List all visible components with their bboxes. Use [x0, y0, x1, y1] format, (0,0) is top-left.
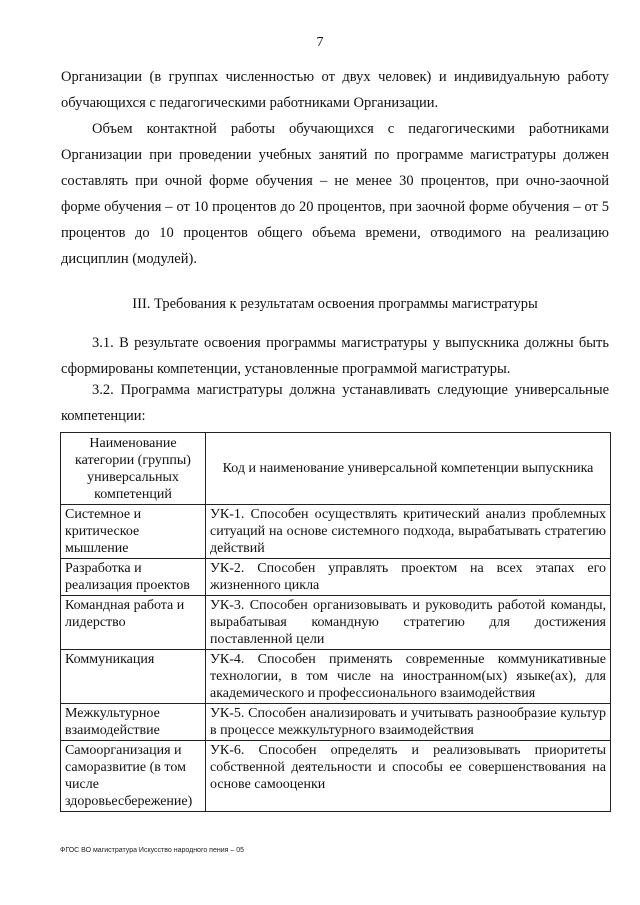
row-competency: УК-3. Способен организовывать и руководить работой команды, вырабатывая командную стратегию для достижения поставленной цели — [206, 596, 611, 650]
row-category: Командная работа и лидерство — [61, 596, 206, 650]
table-row — [61, 704, 611, 741]
table-row — [61, 505, 611, 559]
row-competency: УК-4. Способен применять современные коммуникативные технологии, в том числе на иностранном(ых) языке(ах), для академического и профессионального взаимодействия — [206, 650, 611, 704]
row-competency: УК-2. Способен управлять проектом на всех этапах его жизненного цикла — [206, 559, 611, 596]
section-heading: III. Требования к результатам освоения программы магистратуры — [132, 296, 538, 312]
header-category: Наименование категории (группы) универсальных компетенций — [61, 433, 206, 505]
page-number: 7 — [316, 35, 324, 50]
competencies-table — [60, 432, 611, 812]
row-category: Межкультурное взаимодействие — [61, 704, 206, 741]
paragraph-3-2: 3.2. Программа магистратуры должна устанавливать следующие универсальные компетенции: — [61, 382, 609, 424]
table-header-row — [61, 433, 611, 505]
document-footer: ФГОС ВО магистратура Искусство народного пения – 05 — [60, 847, 245, 854]
row-category: Коммуникация — [61, 650, 206, 704]
table-row — [61, 741, 611, 812]
table-row — [61, 559, 611, 596]
row-category: Разработка и реализация проектов — [61, 559, 206, 596]
table-row — [61, 596, 611, 650]
paragraph-continuation: Организации (в группах численностью от двух человек) и индивидуальную работу обучающихся с педагогическими работниками Организации. — [61, 69, 609, 111]
row-competency: УК-1. Способен осуществлять критический анализ проблемных ситуаций на основе системного подхода, вырабатывать стратегию действий — [206, 505, 611, 559]
row-category: Системное и критическое мышление — [61, 505, 206, 559]
paragraph-3-1: 3.1. В результате освоения программы магистратуры у выпускника должны быть сформированы компетенции, установленные программой магистратуры. — [61, 335, 609, 377]
row-competency: УК-5. Способен анализировать и учитывать разнообразие культур в процессе межкультурного взаимодействия — [206, 704, 611, 741]
row-category: Самоорганизация и саморазвитие (в том числе здоровьесбережение) — [61, 741, 206, 812]
row-competency: УК-6. Способен определять и реализовывать приоритеты собственной деятельности и способы ее совершенствования на основе самооценки — [206, 741, 611, 812]
paragraph-contact-work: Объем контактной работы обучающихся с педагогическими работниками Организации при проведении учебных занятий по программе магистратуры должен составлять при очной форме обучения – не менее 30 процентов, при очно-заочной форме обучения – от 10 процентов до 20 процентов, при заочной форме обучения – от 5 процентов до 10 процентов общего объема времени, отводимого на реализацию дисциплин (модулей). — [61, 121, 609, 267]
table-row — [61, 650, 611, 704]
header-competency: Код и наименование универсальной компетенции выпускника — [206, 433, 611, 505]
